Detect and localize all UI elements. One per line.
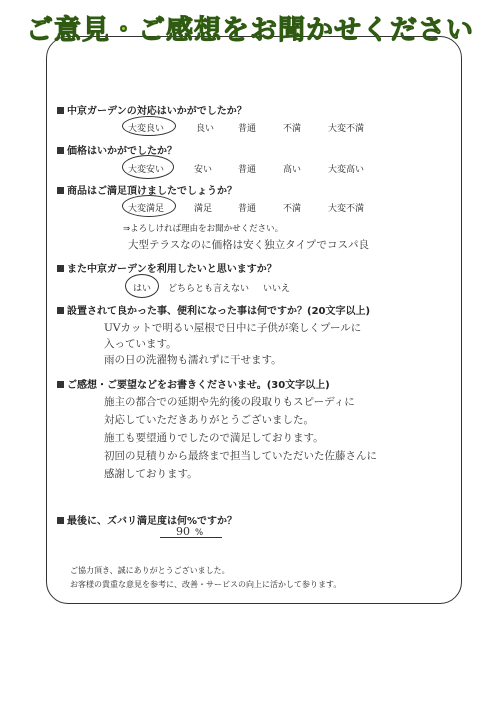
question-satisfaction: 最後に、ズバリ満足度は何%ですか？ <box>57 512 237 527</box>
selected-circle-mark <box>122 195 176 217</box>
option-product-normal[interactable]: 普通 <box>238 204 257 214</box>
feedback-answer-line: 対応していただきありがとうございました。 <box>104 414 314 426</box>
option-product-very-dissatisfied[interactable]: 大変不満 <box>328 204 365 214</box>
question-product: 商品はご満足頂けましたでしょうか？ <box>57 182 237 197</box>
reason-answer: 大型テラスなのに価格は安く独立タイプでコスパ良 <box>128 239 369 251</box>
satisfaction-value: 90 <box>176 525 190 538</box>
feedback-answer-line: 施主の都合での延期や先約後の段取りもスピーディに <box>104 396 355 408</box>
satisfaction-unit: % <box>195 528 204 538</box>
option-price-very-expensive[interactable]: 大変高い <box>328 165 365 175</box>
selected-circle-mark <box>125 274 159 298</box>
feedback-answer-line: 施工も要望通りでしたので満足しております。 <box>104 432 324 444</box>
selected-circle-mark <box>122 155 174 179</box>
option-service-very-good[interactable]: 大変良い <box>128 124 165 134</box>
option-reuse-yes[interactable]: はい <box>133 284 152 294</box>
footer-note: お客様の貴重な意見を参考に、改善・サービスの向上に活かして参ります。 <box>70 580 342 589</box>
option-service-very-dissatisfied[interactable]: 大変不満 <box>328 124 365 134</box>
bullet-square-icon <box>57 187 64 194</box>
option-service-normal[interactable]: 普通 <box>238 124 257 134</box>
option-product-very-satisfied[interactable]: 大変満足 <box>128 204 165 214</box>
selected-circle-mark <box>122 116 176 136</box>
feedback-answer-line: 感謝しております。 <box>104 468 198 480</box>
option-price-cheap[interactable]: 安い <box>194 165 213 175</box>
bullet-square-icon <box>57 307 64 314</box>
option-price-expensive[interactable]: 高い <box>283 165 302 175</box>
footer-thanks: ご協力頂き、誠にありがとうございました。 <box>70 566 230 575</box>
bullet-square-icon <box>57 517 64 524</box>
option-price-very-cheap[interactable]: 大変安い <box>128 165 165 175</box>
bullet-square-icon <box>57 265 64 272</box>
question-feedback: ご感想・ご要望などをお書きくださいませ。(30文字以上) <box>57 376 330 391</box>
option-service-dissatisfied[interactable]: 不満 <box>283 124 302 134</box>
option-price-normal[interactable]: 普通 <box>238 165 257 175</box>
option-product-satisfied[interactable]: 満足 <box>194 204 213 214</box>
option-service-good[interactable]: 良い <box>196 124 215 134</box>
satisfaction-underline <box>160 537 222 538</box>
question-price: 価格はいかがでしたか？ <box>57 142 177 157</box>
option-product-dissatisfied[interactable]: 不満 <box>283 204 302 214</box>
survey-title: ご意見・ご感想をお聞かせください <box>26 15 474 46</box>
feedback-answer-line: 初回の見積りから最終まで担当していただいた佐藤さんに <box>104 450 377 462</box>
question-reuse: また中京ガーデンを利用したいと思いますか？ <box>57 260 277 275</box>
option-reuse-no[interactable]: いいえ <box>263 284 291 294</box>
bullet-square-icon <box>57 381 64 388</box>
bullet-square-icon <box>57 147 64 154</box>
option-reuse-neither[interactable]: どちらとも言えない <box>168 284 250 294</box>
question-service: 中京ガーデンの対応はいかがでしたか？ <box>57 102 247 117</box>
benefits-answer-line: 雨の日の洗濯物も濡れずに干せます。 <box>104 354 282 366</box>
benefits-answer-line: 入っています。 <box>104 338 177 350</box>
bullet-square-icon <box>57 107 64 114</box>
benefits-answer-line: UVカットで明るい屋根で日中に子供が楽しくプールに <box>104 322 362 334</box>
reason-prompt: ⇒よろしければ理由をお聞かせください。 <box>123 224 284 234</box>
question-benefits: 設置されて良かった事、便利になった事は何ですか？(20文字以上) <box>57 302 370 317</box>
